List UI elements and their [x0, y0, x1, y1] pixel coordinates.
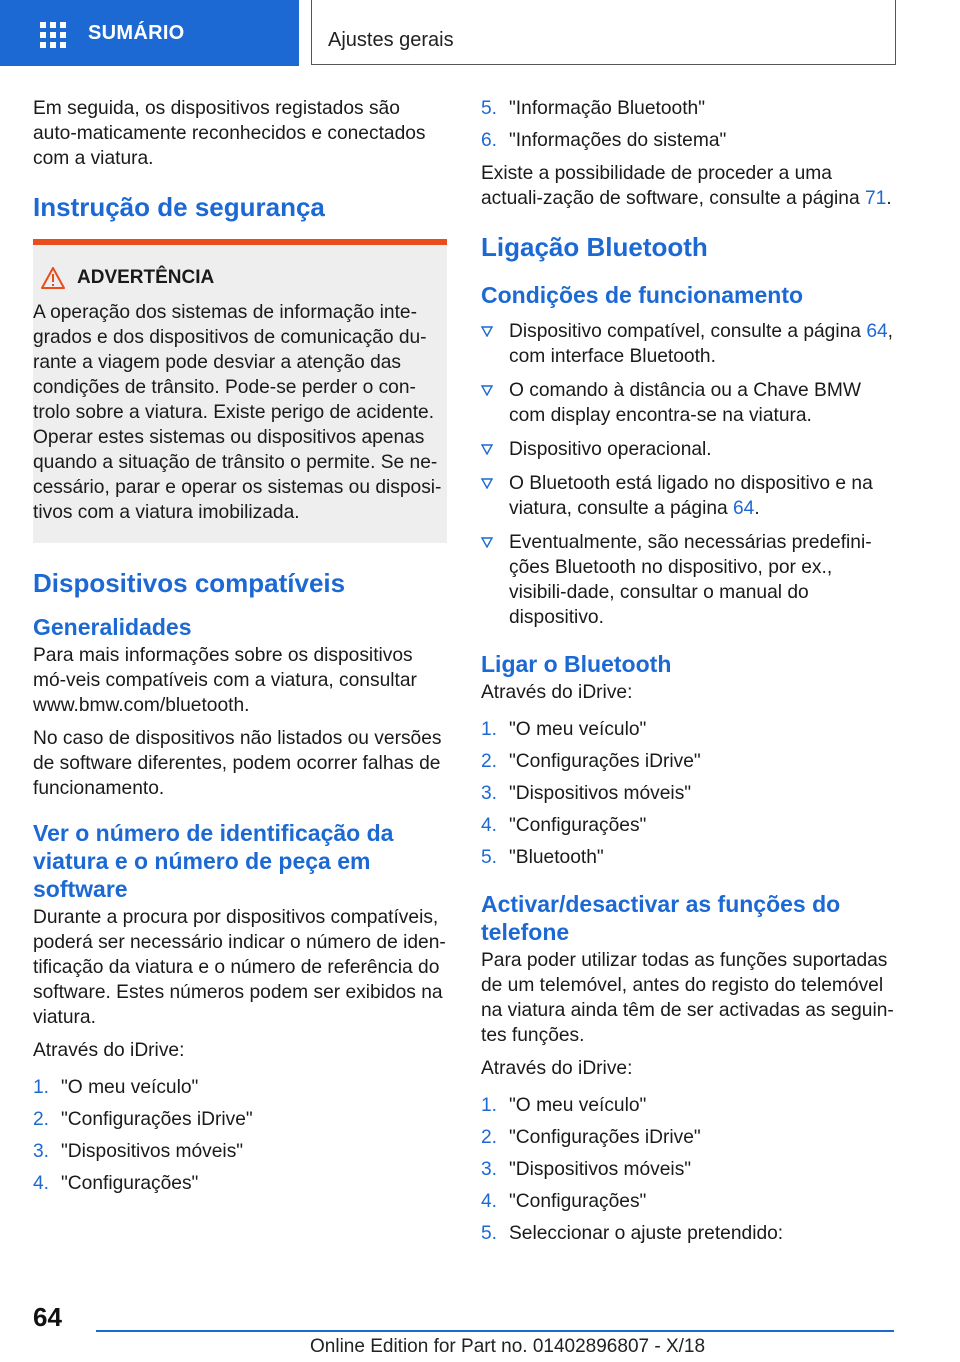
list-item: Dispositivo operacional. [481, 437, 895, 462]
list-item: O comando à distância ou a Chave BMW com display encontra-se na viatura. [481, 378, 895, 428]
section-title: Ajustes gerais [328, 29, 454, 51]
page-link[interactable]: 64 [733, 498, 755, 519]
top-bar [0, 0, 960, 66]
warning-title: ADVERTÊNCIA [77, 267, 215, 288]
list-item: 3. "Dispositivos móveis" [481, 783, 692, 804]
list-item: 5. "Informação Bluetooth" [481, 98, 706, 119]
bullet-triangle-icon [481, 530, 509, 630]
general-heading: Generalidades [33, 614, 192, 640]
page-link[interactable]: 71 [865, 188, 887, 209]
safety-heading: Instrução de segurança [33, 192, 325, 222]
ident-steps [33, 1075, 447, 1196]
general-paragraph-1: Para mais informações sobre os dispositivos mó-veis compatíveis com a viatura, consultar www.bmw.com/bluetooth. [33, 645, 417, 716]
right-column [481, 96, 895, 1254]
list-item: 3. "Dispositivos móveis" [481, 1159, 692, 1180]
bullet-triangle-icon [481, 319, 509, 369]
list-item: Eventualmente, são necessárias predefini-ções Bluetooth no dispositivo, por ex., visibili-dade, consultar o manual do dispositivo. [481, 530, 895, 630]
edition-text: Online Edition for Part no. 01402896807 - X/18 [310, 1336, 706, 1357]
conditions-heading: Condições de funcionamento [481, 282, 804, 308]
phone-paragraph-2: Através do iDrive: [481, 1058, 633, 1079]
page-number: 64 [33, 1302, 62, 1332]
list-item: 1. "O meu veículo" [33, 1077, 199, 1098]
conditions-list [481, 319, 895, 630]
list-item: 4. "Configurações" [481, 1191, 647, 1212]
bluetooth-on-intro: Através do iDrive: [481, 682, 633, 703]
list-item: 6. "Informações do sistema" [481, 130, 727, 151]
toc-button[interactable] [0, 0, 299, 66]
list-item: 2. "Configurações iDrive" [481, 751, 701, 772]
list-item: 1. "O meu veículo" [481, 719, 647, 740]
bluetooth-on-steps [481, 717, 895, 870]
warning-box [33, 239, 447, 543]
list-item: Dispositivo compatível, consulte a página 64, com interface Bluetooth. [481, 319, 895, 369]
list-item: 5. "Bluetooth" [481, 847, 604, 868]
toc-label: SUMÁRIO [88, 21, 185, 44]
ident-paragraph-2: Através do iDrive: [33, 1040, 185, 1061]
list-item: 4. "Configurações" [481, 815, 647, 836]
list-item: 4. "Configurações" [33, 1173, 199, 1194]
bullet-triangle-icon [481, 378, 509, 428]
list-item: O Bluetooth está ligado no dispositivo e na viatura, consulte a página 64. [481, 471, 895, 521]
ident-heading: Ver o número de identificação da viatura e o número de peça em software [33, 820, 394, 902]
page-link[interactable]: 64 [866, 321, 888, 342]
bullet-triangle-icon [481, 471, 509, 521]
bluetooth-on-heading: Ligar o Bluetooth [481, 651, 672, 677]
phone-functions-heading: Activar/desactivar as funções do telefone [481, 891, 841, 945]
footer-divider [96, 1330, 894, 1332]
warning-body: A operação dos sistemas de informação inte-grados e dos dispositivos de comunicação du-rante a viagem pode desviar a atenção das condições de trânsito. Pode-se perder o con-trolo sobre a viatura. Existe perigo de acidente. Operar estes sistemas ou dispositivos apenas quando a situação de trânsito o permite. Se ne-cessário, parar e operar os sistemas ou disposi-tivos com a viatura imobilizada. [33, 302, 442, 523]
phone-paragraph-1: Para poder utilizar todas as funções suportadas de um telemóvel, antes do registo do telemóvel na viatura ainda têm de ser activadas as seguin-tes funções. [481, 950, 894, 1046]
compat-heading: Dispositivos compatíveis [33, 568, 346, 598]
list-item: 2. "Configurações iDrive" [481, 1127, 701, 1148]
general-paragraph-2: No caso de dispositivos não listados ou versões de software diferentes, podem ocorrer falhas de funcionamento. [33, 728, 442, 799]
update-paragraph: Existe a possibilidade de proceder a uma actuali-zação de software, consulte a página 71. [481, 163, 892, 209]
bluetooth-heading: Ligação Bluetooth [481, 232, 708, 262]
list-item: 2. "Configurações iDrive" [33, 1109, 253, 1130]
list-item: 5. Seleccionar o ajuste pretendido: [481, 1223, 784, 1244]
ident-paragraph-1: Durante a procura por dispositivos compatíveis, poderá ser necessário indicar o número de iden-tificação da viatura e o número de referência do software. Estes números podem ser exibidos na viatura. [33, 907, 446, 1028]
list-item: 1. "O meu veículo" [481, 1095, 647, 1116]
section-tab [311, 0, 896, 65]
list-item: 3. "Dispositivos móveis" [33, 1141, 244, 1162]
phone-steps [481, 1093, 895, 1246]
left-column [33, 96, 447, 1204]
grid-menu-icon [40, 22, 66, 44]
bullet-triangle-icon [481, 437, 509, 462]
intro-paragraph: Em seguida, os dispositivos registados são auto-maticamente reconhecidos e conectados com a viatura. [33, 98, 426, 169]
warning-triangle-icon [33, 266, 73, 290]
info-steps-continued [481, 96, 895, 153]
